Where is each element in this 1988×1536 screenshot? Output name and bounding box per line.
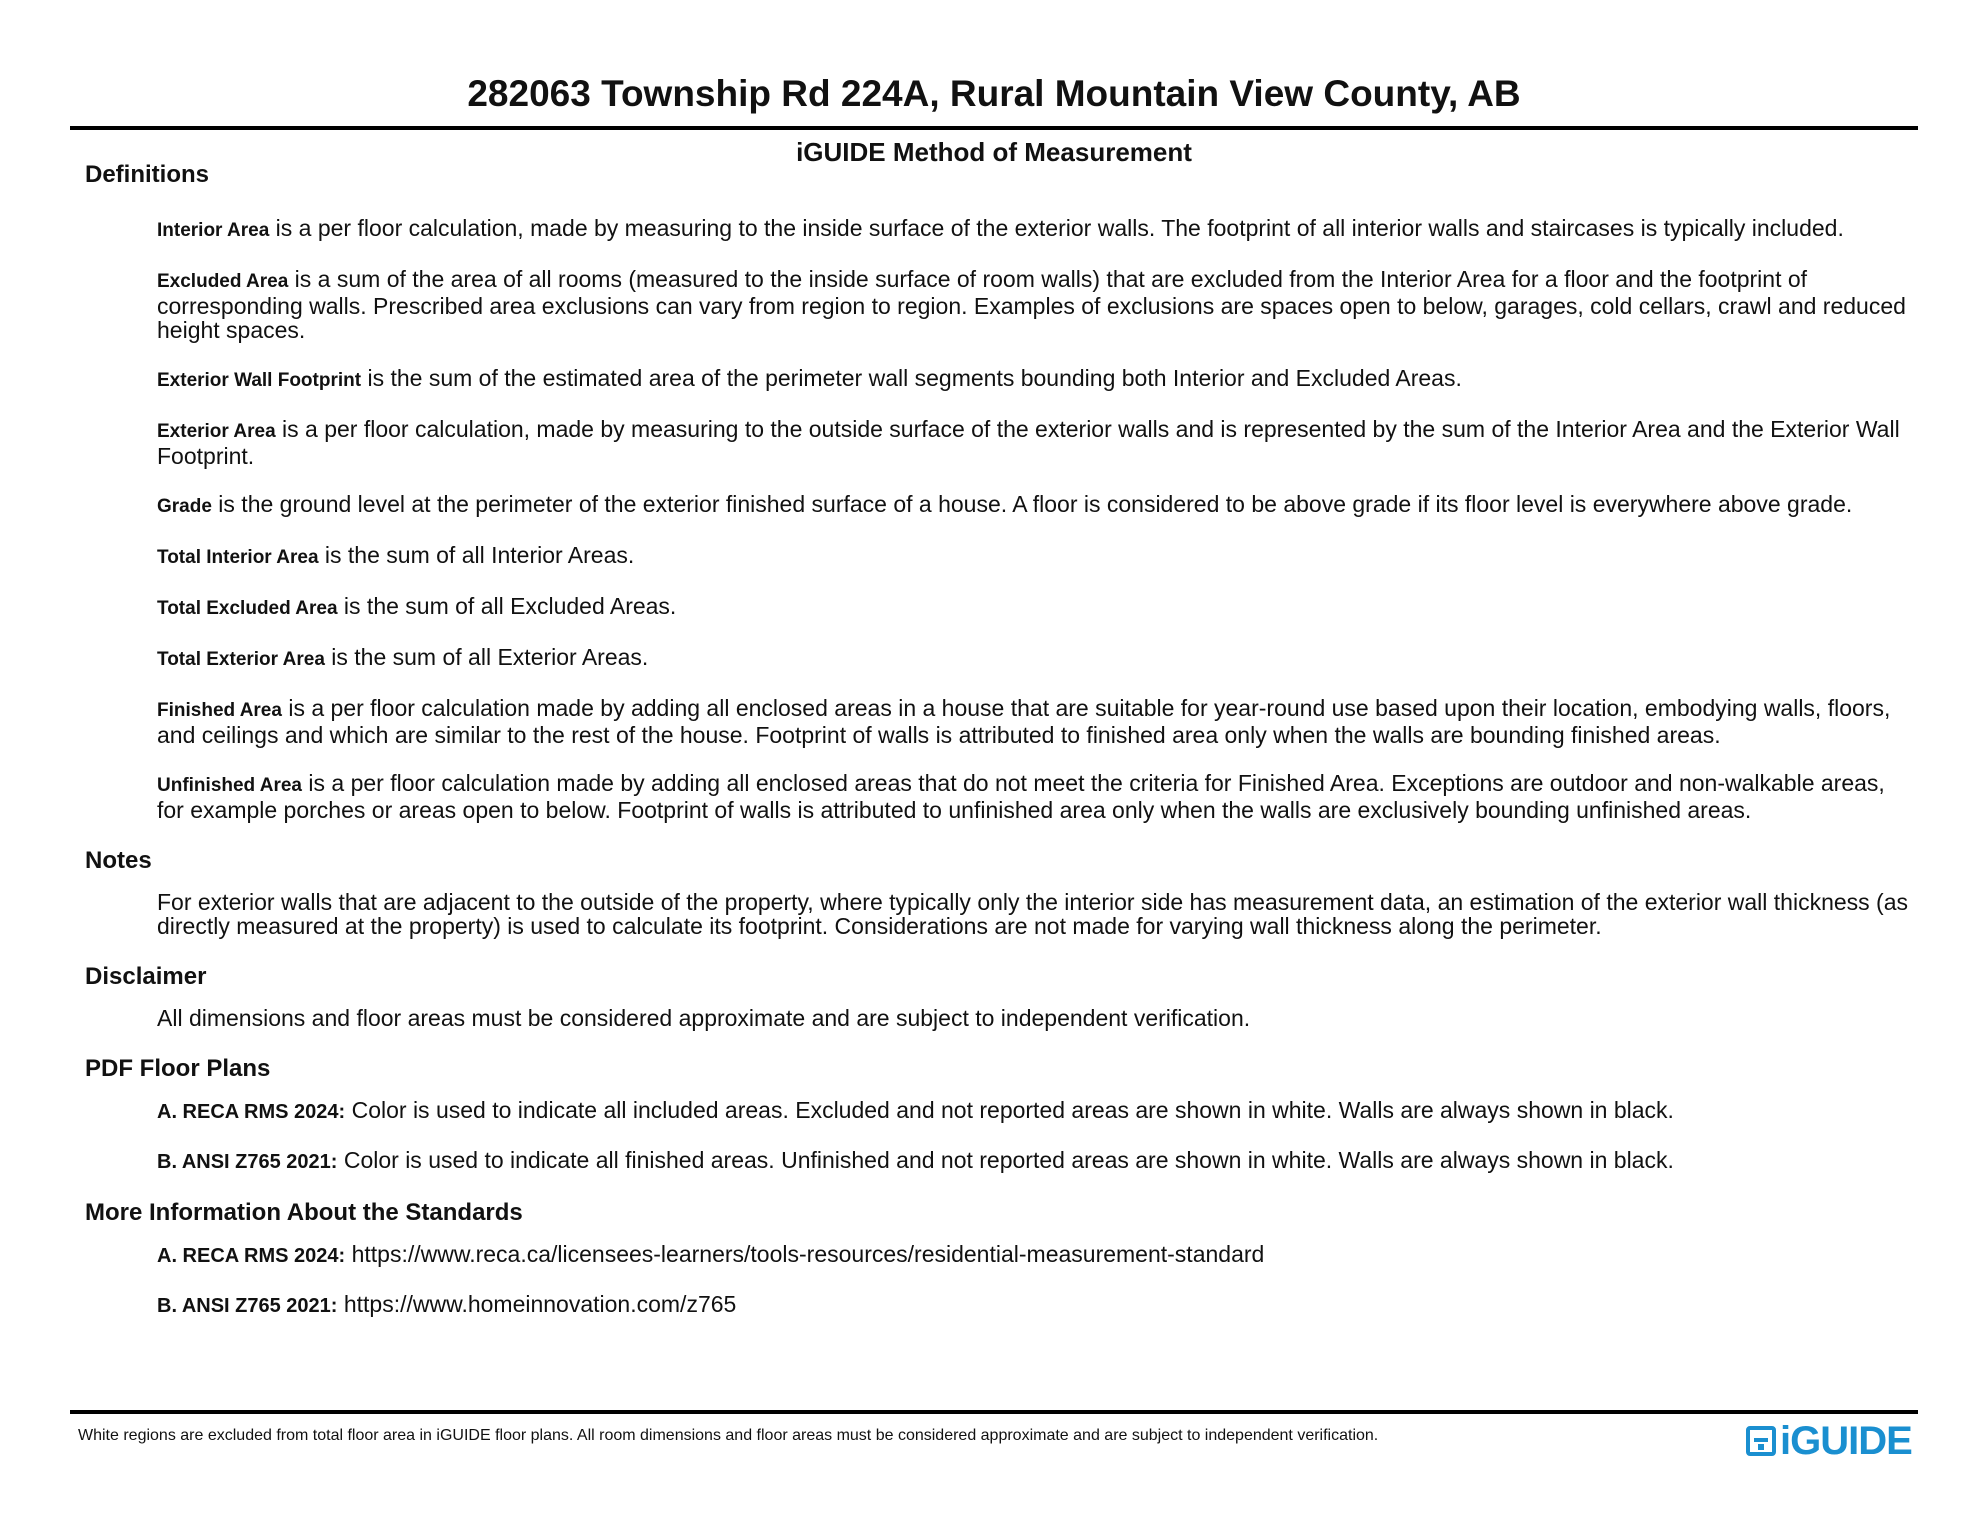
definition-text: is the sum of all Exterior Areas. xyxy=(324,644,649,670)
definition-text: is the ground level at the perimeter of the exterior finished surface of a house. A floor is considered to be above grade if its floor level is everywhere above grade. xyxy=(211,491,1853,517)
content xyxy=(85,160,1915,1342)
definition-finished-area xyxy=(157,696,1915,747)
definition-text: is a per floor calculation, made by measuring to the inside surface of the exterior walls. The footprint of all interior walls and staircases is typically included. xyxy=(269,215,1844,241)
definition-term: Unfinished Area xyxy=(157,775,302,796)
definition-excluded-area xyxy=(157,267,1915,342)
definition-interior-area xyxy=(157,216,1915,243)
definitions-heading: Definitions xyxy=(85,161,209,188)
standard-label: A. RECA RMS 2024: xyxy=(157,1101,346,1123)
definition-term: Total Interior Area xyxy=(157,547,319,568)
definition-term: Total Excluded Area xyxy=(157,598,338,619)
definition-term: Interior Area xyxy=(157,220,270,241)
definition-text: is the sum of all Interior Areas. xyxy=(318,542,635,568)
standard-link[interactable]: https://www.reca.ca/licensees-learners/tools-resources/residential-measurement-standard xyxy=(345,1241,1265,1267)
notes-heading: Notes xyxy=(85,847,152,874)
definition-unfinished-area xyxy=(157,771,1915,822)
definition-text: is the sum of the estimated area of the perimeter wall segments bounding both Interior and Excluded Areas. xyxy=(361,365,1462,391)
definition-text: is a sum of the area of all rooms (measured to the inside surface of room walls) that are excluded from the Interior Area for a floor and the footprint of corresponding walls. Prescribed area exclusions can vary from region to region. Examples of exclusions are spaces open to below, garages, cold cellars, crawl and reduced height spaces. xyxy=(157,266,1906,343)
pdf-floor-plan-item xyxy=(157,1098,1915,1124)
definition-text: is the sum of all Excluded Areas. xyxy=(337,593,677,619)
footer-rule xyxy=(70,1410,1918,1414)
standard-link[interactable]: https://www.homeinnovation.com/z765 xyxy=(337,1291,737,1317)
pdf-floor-plan-item xyxy=(157,1148,1915,1174)
disclaimer-text: All dimensions and floor areas must be considered approximate and are subject to independent verification. xyxy=(157,1005,1251,1031)
iguide-logo-icon xyxy=(1746,1426,1776,1456)
definition-exterior-area xyxy=(157,417,1915,468)
definition-text: is a per floor calculation, made by measuring to the outside surface of the exterior walls and is represented by the sum of the Interior Area and the Exterior Wall Footprint. xyxy=(157,416,1900,469)
definition-term: Exterior Area xyxy=(157,421,276,442)
definition-term: Finished Area xyxy=(157,700,282,721)
iguide-logo xyxy=(1746,1418,1912,1464)
definition-total-excluded-area xyxy=(157,594,1915,621)
definition-term: Exterior Wall Footprint xyxy=(157,370,362,391)
standard-label: B. ANSI Z765 2021: xyxy=(157,1295,338,1317)
page-subtitle: iGUIDE Method of Measurement xyxy=(796,137,1192,167)
standard-label: A. RECA RMS 2024: xyxy=(157,1245,346,1267)
more-info-heading: More Information About the Standards xyxy=(85,1199,523,1226)
standard-label: B. ANSI Z765 2021: xyxy=(157,1151,338,1173)
more-info-item xyxy=(157,1292,1915,1318)
definition-term: Excluded Area xyxy=(157,271,289,292)
footer-text: White regions are excluded from total floor area in iGUIDE floor plans. All room dimensions and floor areas must be considered approximate and are subject to independent verification. xyxy=(78,1427,1379,1444)
definition-term: Grade xyxy=(157,496,212,517)
pdf-floor-plans-heading: PDF Floor Plans xyxy=(85,1055,271,1082)
page-title: 282063 Township Rd 224A, Rural Mountain View County, AB xyxy=(467,73,1521,114)
standard-text: Color is used to indicate all finished areas. Unfinished and not reported areas are shown in white. Walls are always shown in black. xyxy=(337,1147,1674,1173)
notes-text: For exterior walls that are adjacent to the outside of the property, where typically only the interior side has measurement data, an estimation of the exterior wall thickness (as directly measured at the property) is used to calculate its footprint. Considerations are not made for varying wall thickness along the perimeter. xyxy=(157,889,1908,939)
definition-exterior-wall-footprint xyxy=(157,366,1915,393)
more-info-item xyxy=(157,1242,1915,1268)
definition-term: Total Exterior Area xyxy=(157,649,325,670)
definition-text: is a per floor calculation made by adding all enclosed areas in a house that are suitable for year-round use based upon their location, embodying walls, floors, and ceilings and which are similar to the rest of the house. Footprint of walls is attributed to finished area only when the walls are bounding finished areas. xyxy=(157,695,1891,748)
header-rule xyxy=(70,126,1918,130)
disclaimer-heading: Disclaimer xyxy=(85,963,207,990)
standard-text: Color is used to indicate all included areas. Excluded and not reported areas are shown in white. Walls are always shown in black. xyxy=(345,1097,1674,1123)
definition-total-interior-area xyxy=(157,543,1915,570)
iguide-logo-text: iGUIDE xyxy=(1780,1419,1912,1463)
definition-text: is a per floor calculation made by adding all enclosed areas that do not meet the criteria for Finished Area. Exceptions are outdoor and non-walkable areas, for example porches or areas open to below. Footprint of walls is attributed to unfinished area only when the walls are exclusively bounding unfinished areas. xyxy=(157,770,1885,823)
definition-total-exterior-area xyxy=(157,645,1915,672)
definition-grade xyxy=(157,492,1915,519)
